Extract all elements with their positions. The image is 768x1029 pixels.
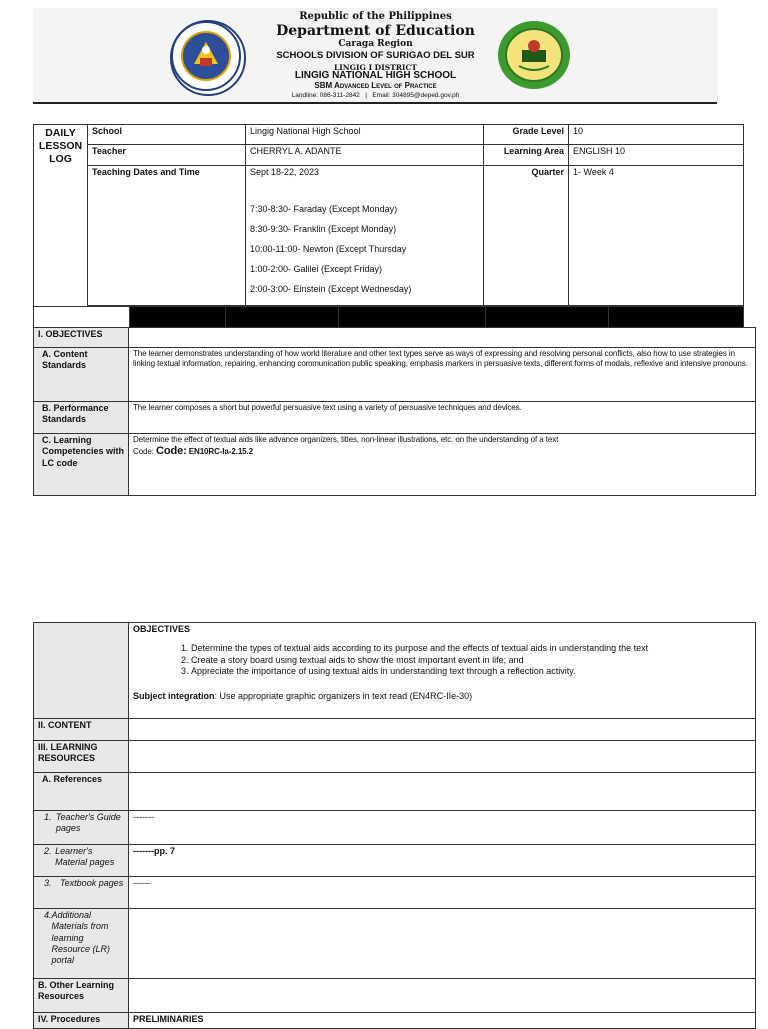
region-line: Caraga Region xyxy=(338,39,413,49)
district-line: LINGIG I DISTRICT xyxy=(334,63,417,72)
learning-area-label: Learning Area xyxy=(484,145,569,166)
lesson-table xyxy=(33,622,756,1029)
dll-title: DAILY LESSON LOG xyxy=(34,125,88,306)
subject-integration-text: : Use appropriate graphic organizers in text read (EN4RC-IIe-30) xyxy=(214,691,473,701)
teaching-dates-label: Teaching Dates and Time xyxy=(88,166,246,306)
grade-level-value: 10 xyxy=(569,125,744,145)
quarter-value: 1- Week 4 xyxy=(569,166,744,306)
day-header-bar xyxy=(33,306,744,328)
content-label: II. CONTENT xyxy=(34,719,129,741)
textbook-label: Textbook pages xyxy=(60,878,124,888)
objectives-table xyxy=(33,327,756,496)
teaching-dates-cell xyxy=(246,166,484,306)
dll-info-table xyxy=(33,124,744,306)
teachers-guide-label: Teacher's Guide pages xyxy=(55,812,121,834)
teaching-dates-value: Sept 18-22, 2023 xyxy=(250,167,320,177)
schedule-item: 1:00-2:00- Galilei (Except Friday) xyxy=(250,264,383,275)
performance-standards-text: The learner composes a short but powerful persuasive text using a variety of persuasive techniques and devices. xyxy=(129,402,756,434)
references-label: A. References xyxy=(34,773,129,811)
code-value: EN10RC-Ia-2.15.2 xyxy=(188,447,253,456)
school-value: Lingig National High School xyxy=(246,125,484,145)
list-item: 1. Determine the types of textual aids according to its purpose and the effects of textual aids in understanding the text xyxy=(191,643,751,654)
teacher-value: CHERRYL A. ADANTE xyxy=(246,145,484,166)
learners-material-label: Learner's Material pages xyxy=(55,846,115,868)
learning-area-value: ENGLISH 10 xyxy=(569,145,744,166)
content-standards-text: The learner demonstrates understanding of how world literature and other text types serve as ways of expressing and resolving personal conflicts, also how to use strategies in linking textual information, repairing, enhancing communication public speaking, emphasis markers in persuasive texts, different forms of modals, reflexive and intensive pronouns. xyxy=(129,348,756,402)
lm-number: 2. xyxy=(44,846,52,856)
learning-competencies-text: Determine the effect of textual aids like advance organizers, titles, non-linear illustrations, etc. on the understanding of a text xyxy=(133,435,559,444)
subject-integration xyxy=(133,691,751,702)
learning-competencies-cell xyxy=(129,434,756,496)
quarter-label: Quarter xyxy=(484,166,569,306)
schedule-item: 2:00-3:00- Einstein (Except Wednesday) xyxy=(250,284,412,295)
division-line: SCHOOLS DIVISION OF SURIGAO DEL SUR xyxy=(276,50,475,61)
content-standards-label: A. Content Standards xyxy=(34,348,129,402)
teachers-guide-value: ------- xyxy=(129,811,756,845)
code-big: Code: xyxy=(155,445,187,457)
learning-competencies-label: C. Learning Competencies with LC code xyxy=(34,434,129,496)
teachers-guide-label-cell xyxy=(34,811,129,845)
schedule-item: 8:30-9:30- Franklin (Except Monday) xyxy=(250,224,397,235)
lesson-objectives-heading: OBJECTIVES xyxy=(133,624,191,634)
additional-materials-label-cell xyxy=(34,909,129,979)
lesson-objectives-list xyxy=(133,643,751,677)
school-label: School xyxy=(88,125,246,145)
list-item: 3. Appreciate the importance of using textual aids in understanding text through a reflection activity. xyxy=(191,666,751,677)
other-resources-label: B. Other Learning Resources xyxy=(34,979,129,1013)
learners-material-value: -------pp. 7 xyxy=(129,845,756,877)
subject-integration-label: Subject integration xyxy=(133,691,215,701)
republic-line: Republic of the Philippines xyxy=(299,11,452,22)
additional-materials-label: Additional Materials from learning Resource (LR) portal xyxy=(51,910,111,965)
teacher-label: Teacher xyxy=(88,145,246,166)
list-item: 2. Create a story board using textual aids to show the most important event in life; and xyxy=(191,655,751,666)
schedule-item: 7:30-8:30- Faraday (Except Monday) xyxy=(250,204,398,215)
tg-number: 1. xyxy=(44,812,52,822)
learners-material-label-cell xyxy=(34,845,129,877)
school-line: LINGIG NATIONAL HIGH SCHOOL xyxy=(294,70,457,81)
objectives-label: I. OBJECTIVES xyxy=(34,328,129,348)
am-number: 4. xyxy=(44,910,52,920)
procedures-value: PRELIMINARIES xyxy=(129,1013,756,1029)
sbm-line: SBM Advanced Level of Practice xyxy=(314,81,437,90)
performance-standards-label: B. Performance Standards xyxy=(34,402,129,434)
learning-resources-label: III. LEARNING RESOURCES xyxy=(34,741,129,773)
contact-line: Landline: 086-311-2842 | Email: 304895@deped.gov.ph xyxy=(291,92,460,99)
textbook-value: ------ xyxy=(129,877,756,909)
code-prefix: Code: xyxy=(133,447,154,456)
header-divider xyxy=(33,102,717,104)
schedule-item: 10:00-11:00- Newton (Except Thursday xyxy=(250,244,407,255)
textbook-label-cell xyxy=(34,877,129,909)
procedures-label: IV. Procedures xyxy=(34,1013,129,1029)
tb-number: 3. xyxy=(44,878,52,888)
grade-level-label: Grade Level xyxy=(484,125,569,145)
lesson-objectives-cell xyxy=(129,623,756,719)
department-line: Department of Education xyxy=(276,23,475,39)
letterhead xyxy=(33,8,718,104)
lc-code-line xyxy=(133,445,751,459)
